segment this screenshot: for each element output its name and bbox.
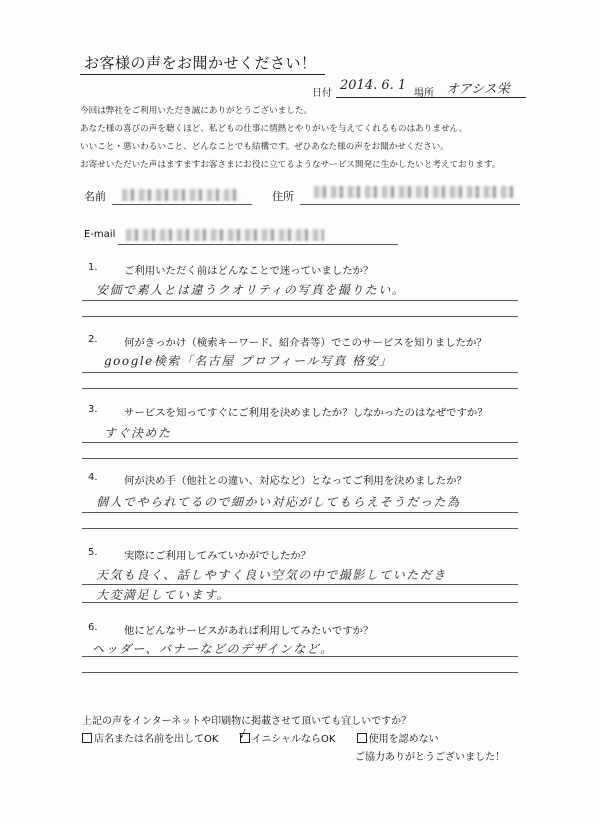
name-underline (112, 204, 252, 205)
answer-line (82, 300, 518, 301)
question-number: 1. (88, 262, 98, 273)
question-number: 4. (88, 472, 98, 483)
redacted-email (126, 229, 324, 241)
checkbox[interactable] (357, 733, 367, 743)
date-label: 日付 (312, 88, 332, 99)
address-underline (300, 204, 520, 205)
question-text: ご利用いただく前はどんなことで迷っていましたか？ (124, 265, 374, 277)
handwritten-answer: 大変満足しています。 (96, 588, 231, 602)
question-number: 6. (88, 622, 98, 633)
check-icon: √ (238, 728, 246, 741)
answer-line (82, 388, 518, 389)
page-title: お客様の声をお聞かせください！ (84, 54, 317, 72)
handwritten-answer: 天気も良く、話しやすく良い空気の中で撮影していただき (96, 568, 447, 582)
checkbox-checked[interactable] (238, 728, 250, 743)
consent-option-initial[interactable]: √ イニシャルならOK (238, 728, 336, 745)
consent-options (82, 730, 439, 745)
date-place-underline (336, 97, 526, 98)
handwritten-answer: 個人でやられてるので細かい対応がしてもらえそうだった為 (96, 495, 461, 509)
question-number: 5. (88, 547, 98, 558)
consent-option-none[interactable]: 使用を認めない (357, 734, 439, 745)
title-underline (80, 74, 325, 75)
answer-line (82, 458, 518, 459)
email-underline (118, 244, 398, 245)
email-label: E-mail (84, 229, 116, 240)
answer-line (82, 316, 518, 317)
answer-line (82, 372, 518, 373)
answer-line (82, 584, 518, 585)
question-number: 2. (88, 334, 98, 345)
intro-text (80, 102, 500, 174)
handwritten-answer: 安価で素人とは違うクオリティの写真を撮りたい。 (96, 283, 406, 297)
consent-question: 上記の声をインターネットや印刷物に掲載させて頂いても宜しいですか？ (82, 716, 412, 727)
intro-line: お寄せいただいた声はますますお客さまにお役に立てるようなサービス開発に生かしたいと考えております。 (80, 160, 501, 170)
intro-line: 今回は弊社をご利用いただき誠にありがとうございました。 (80, 106, 313, 116)
checkbox[interactable] (82, 733, 92, 743)
date-value: 2014. 6. 1 (340, 78, 407, 93)
consent-option-name[interactable]: 店名または名前を出してOK (82, 734, 218, 745)
answer-line (82, 602, 518, 603)
intro-line: いいこと・悪いわるいこと、どんなことでも結構です。ぜひあなた様の声をお聞かせください。 (80, 142, 449, 152)
answer-line (82, 656, 518, 657)
redacted-name (122, 189, 240, 201)
place-value: オアシス栄 (446, 82, 510, 97)
question-text: 実際にご利用してみていかがでしたか？ (124, 550, 312, 562)
place-label: 場所 (414, 88, 434, 99)
thanks-message: ご協力ありがとうございました！ (355, 752, 505, 763)
answer-line (82, 512, 518, 513)
handwritten-answer: google検索「名古屋 プロフィール写真 格安」 (104, 354, 393, 368)
question-text: 他にどんなサービスがあれば利用してみたいですか？ (124, 625, 374, 637)
answer-line (82, 672, 518, 673)
intro-line: あなた様の喜びの声を聴くほど、私どもの仕事に情熱とやりがいを与えてくれるものはありません。 (80, 124, 468, 134)
answer-line (82, 442, 518, 443)
question-text: サービスを知ってすぐにご利用を決めましたか？しなかったのはなぜですか？ (124, 407, 488, 419)
question-text: 何が決め手（他社との違い、対応など）となってご利用を決めましたか？ (124, 475, 467, 487)
answer-line (82, 528, 518, 529)
address-label: 住所 (272, 190, 294, 203)
name-label: 名前 (84, 190, 106, 203)
question-number: 3. (88, 404, 98, 415)
handwritten-answer: ヘッダー、バナーなどのデザインなど。 (92, 642, 334, 656)
handwritten-answer: すぐ決めた (104, 426, 172, 440)
redacted-address (314, 186, 514, 198)
question-text: 何がきっかけ（検索キーワード、紹介者等）でこのサービスを知りましたか？ (124, 337, 487, 349)
